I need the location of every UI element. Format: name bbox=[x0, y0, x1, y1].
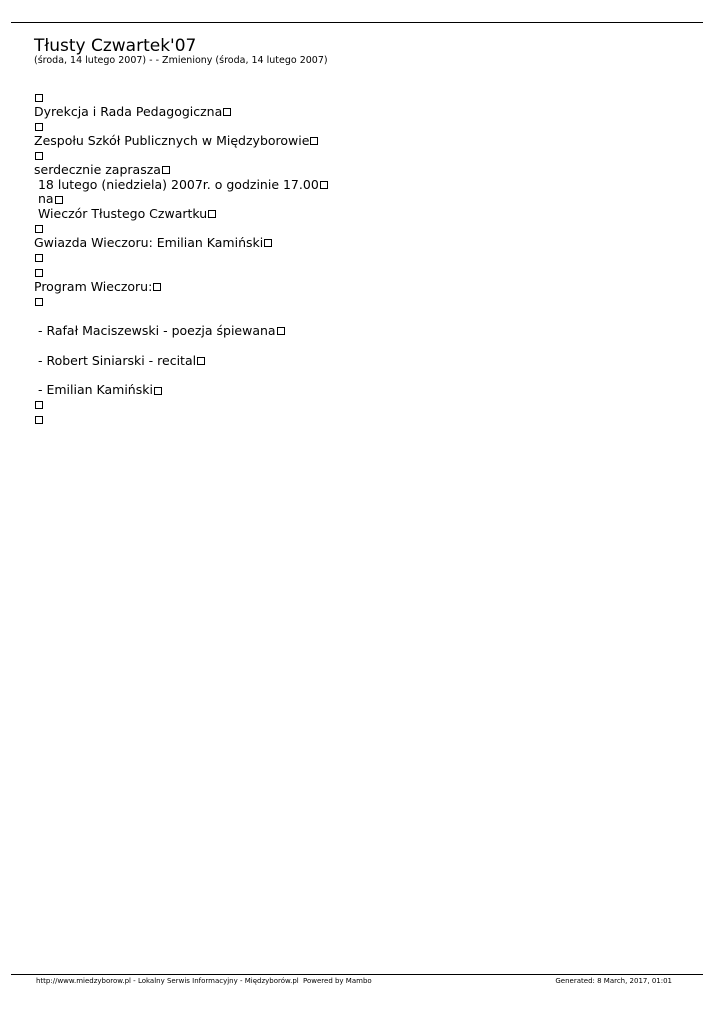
body-line: Zespołu Szkół Publicznych w Międzyborowie bbox=[34, 134, 328, 149]
body-line: Gwiazda Wieczoru: Emilian Kamiński bbox=[34, 236, 328, 251]
placeholder-glyph-icon bbox=[223, 108, 231, 116]
body-line: serdecznie zaprasza bbox=[34, 163, 328, 178]
placeholder-glyph-icon bbox=[55, 196, 63, 204]
placeholder-glyph-icon bbox=[35, 401, 43, 409]
body-line bbox=[34, 251, 328, 266]
body-line bbox=[34, 90, 328, 105]
placeholder-glyph-icon bbox=[310, 137, 318, 145]
body-line bbox=[34, 398, 328, 413]
body-line bbox=[34, 221, 328, 236]
body-line bbox=[34, 265, 328, 280]
body-line bbox=[34, 294, 328, 309]
placeholder-glyph-icon bbox=[35, 298, 43, 306]
footer-site-link[interactable]: http://www.miedzyborow.pl - Lokalny Serwis Informacyjny - Międzyborów.pl bbox=[36, 977, 299, 985]
program-item: - Robert Siniarski - recital bbox=[34, 354, 328, 369]
placeholder-glyph-icon bbox=[162, 166, 170, 174]
placeholder-glyph-icon bbox=[197, 357, 205, 365]
placeholder-glyph-icon bbox=[154, 387, 162, 395]
program-item: - Rafał Maciszewski - poezja śpiewana bbox=[34, 324, 328, 339]
footer-generated-date: Generated: 8 March, 2017, 01:01 bbox=[555, 977, 672, 985]
placeholder-glyph-icon bbox=[35, 94, 43, 102]
body-line: Dyrekcja i Rada Pedagogiczna bbox=[34, 105, 328, 120]
placeholder-glyph-icon bbox=[153, 283, 161, 291]
article-body bbox=[34, 90, 328, 427]
body-line: Wieczór Tłustego Czwartku bbox=[34, 207, 328, 222]
placeholder-glyph-icon bbox=[320, 181, 328, 189]
placeholder-glyph-icon bbox=[35, 416, 43, 424]
footer-powered-by: Powered by Mambo bbox=[303, 977, 372, 985]
placeholder-glyph-icon bbox=[277, 327, 285, 335]
placeholder-glyph-icon bbox=[35, 225, 43, 233]
placeholder-glyph-icon bbox=[35, 123, 43, 131]
placeholder-glyph-icon bbox=[208, 210, 216, 218]
placeholder-glyph-icon bbox=[35, 152, 43, 160]
body-line: na bbox=[34, 192, 328, 207]
body-line bbox=[34, 412, 328, 427]
body-line: Program Wieczoru: bbox=[34, 280, 328, 295]
placeholder-glyph-icon bbox=[264, 239, 272, 247]
article-title: Tłusty Czwartek'07 bbox=[34, 36, 197, 56]
program-item: - Emilian Kamiński bbox=[34, 383, 328, 398]
header-rule bbox=[11, 22, 703, 23]
body-line bbox=[34, 119, 328, 134]
body-line bbox=[34, 148, 328, 163]
placeholder-glyph-icon bbox=[35, 269, 43, 277]
footer-rule bbox=[11, 974, 703, 975]
body-line: 18 lutego (niedziela) 2007r. o godzinie 17.00 bbox=[34, 178, 328, 193]
placeholder-glyph-icon bbox=[35, 254, 43, 262]
article-date-meta: (środa, 14 lutego 2007) - - Zmieniony (środa, 14 lutego 2007) bbox=[34, 55, 328, 66]
